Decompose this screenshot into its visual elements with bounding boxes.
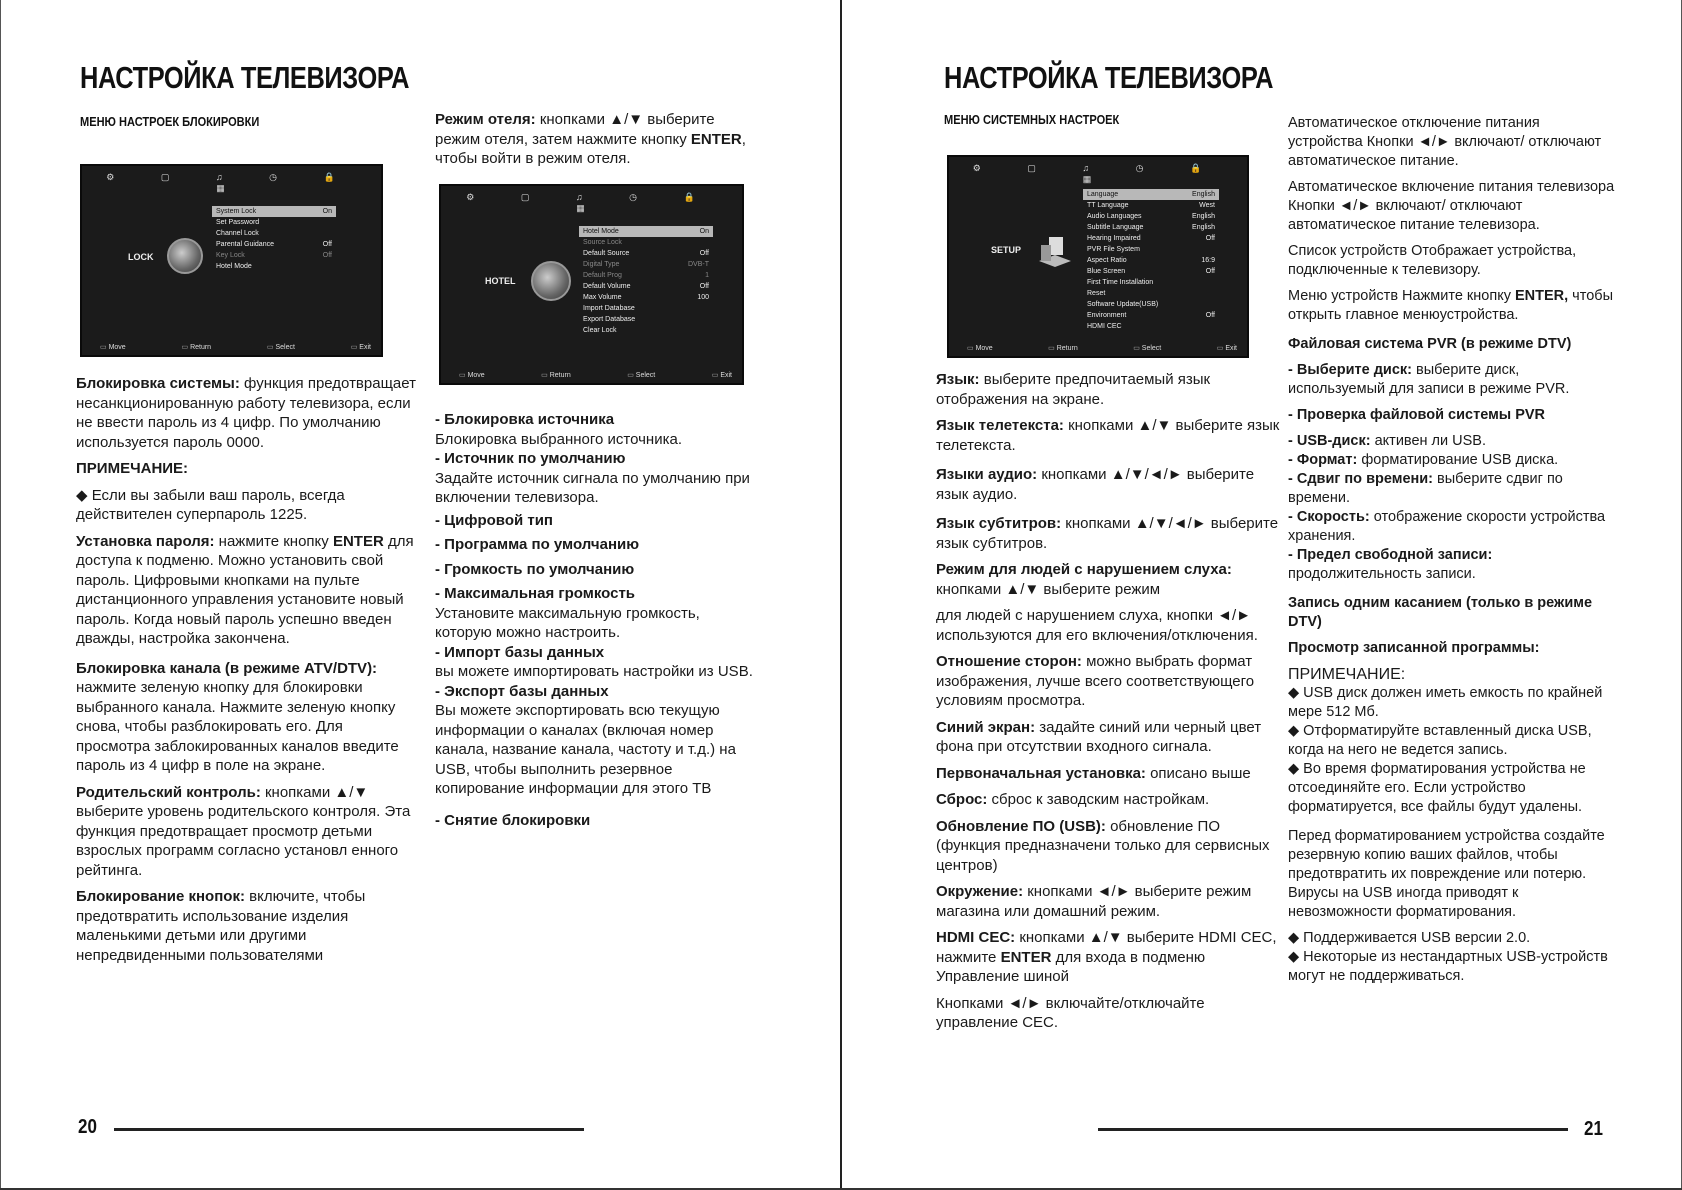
menu-row: TT Language West [1087, 202, 1215, 209]
left-column-2 [435, 110, 755, 176]
menu-footer: ▭ Move ▭ Return ▭ Select ▭ Exit [100, 343, 371, 351]
menu-footer: ▭ Move ▭ Return ▭ Select ▭ Exit [967, 344, 1237, 352]
list-item: - USB-диск: активен ли USB. [1288, 433, 1486, 449]
menu-row: Hearing Impaired Off [1087, 235, 1215, 242]
menu-row: Language English [1083, 189, 1219, 200]
right-column-1 [936, 370, 1281, 1040]
lock-menu-screenshot [80, 164, 383, 357]
menu-row: Hotel Mode [216, 263, 252, 270]
lock-side-label: LOCK [128, 252, 154, 262]
menu-row: Source Lock [583, 239, 622, 246]
paragraph: Обновление ПО (USB): обновление ПО (функция предназначени только для сервисных центров) [936, 817, 1270, 874]
menu-row: Hotel Mode On [579, 226, 713, 237]
paragraph: Блокирование кнопок: включите, чтобы предотвратить использование изделия маленькими детьми или другими непредвиденными пользователями [76, 888, 366, 964]
page-spine [840, 0, 842, 1190]
paragraph: Сброс: сброс к заводским настройкам. [936, 791, 1210, 808]
paragraph: Режим отеля: кнопками ▲/▼ выберите режим отеля, затем нажмите кнопку ENTER, чтобы войти в режим отеля. [435, 111, 746, 167]
page-title-left: НАСТРОЙКА ТЕЛЕВИЗОРА [80, 60, 410, 95]
note-item: ◆ Некоторые из нестандартных USB-устройств могут не поддерживаться. [1288, 949, 1608, 984]
item-heading: - Максимальная громкость [435, 585, 636, 602]
menu-row: Reset [1087, 290, 1106, 297]
note-heading: ПРИМЕЧАНИЕ: [76, 460, 189, 477]
paragraph: Меню устройств Нажмите кнопку ENTER, чтобы открыть главное менюустройства. [1288, 288, 1614, 323]
menu-row: Channel Lock [216, 230, 259, 237]
footer-rule [1098, 1128, 1568, 1131]
menu-row: PVR File System [1087, 246, 1140, 253]
paragraph: Установка пароля: нажмите кнопку ENTER для доступа к подменю. Можно установить свой пароль. Цифровыми кнопками на пульте дистанционного управления установите новый пароль. Когда новый пароль успешно введен дважды, настройка закончена. [76, 532, 414, 647]
menu-icons-row: ⚙ ▢ ♫ ◷ 🔒 ▦ [972, 163, 1224, 184]
paragraph: Язык субтитров: кнопками ▲/▼/◄/► выберите язык субтитров. [936, 515, 1279, 552]
left-column-2-list [435, 410, 755, 830]
list-item: - Предел свободной записи: продолжительность записи. [1288, 547, 1493, 582]
hotel-icon [531, 261, 571, 301]
menu-row: Environment Off [1087, 312, 1215, 319]
paragraph: для людей с нарушением слуха, кнопки ◄/► используются для его включения/отключения. [936, 607, 1258, 644]
item-heading: - Импорт базы данных [435, 643, 605, 661]
menu-row: Default Source Off [583, 250, 709, 257]
item-heading: - Блокировка источника [435, 411, 615, 428]
hotel-side-label: HOTEL [485, 276, 516, 286]
menu-row: Software Update(USB) [1087, 301, 1159, 308]
paragraph: Язык: выберите предпочитаемый язык отображения на экране. [936, 371, 1211, 408]
item-heading: - Источник по умолчанию [435, 450, 626, 467]
paragraph: Блокировка системы: функция предотвращает несанкционированную работу телевизора, если не ввести пароль из 4 цифр. По умолчанию используется пароль 0000. [76, 375, 416, 451]
setup-side-label: SETUP [991, 245, 1022, 255]
paragraph: Список устройств Отображает устройства, подключенные к телевизору. [1288, 243, 1577, 278]
item-heading: - Цифровой тип [435, 511, 553, 529]
note-item: ◆ Поддерживается USB версии 2.0. [1288, 930, 1531, 946]
menu-row: Set Password [216, 219, 260, 226]
menu-row: System Lock On [212, 206, 336, 217]
item-heading: - Экспорт базы данных [435, 682, 609, 700]
menu-icons-row: ⚙ ▢ ♫ ◷ 🔒 ▦ [466, 192, 717, 213]
list-item: - Сдвиг по времени: выберите сдвиг по времени. [1288, 471, 1563, 506]
paragraph: Окружение: кнопками ◄/► выберите режим магазина или домашний режим. [936, 883, 1252, 920]
setup-menu-screenshot [947, 155, 1249, 358]
section-subtitle-setup: МЕНЮ СИСТЕМНЫХ НАСТРОЕК [944, 112, 1120, 127]
page-edge [0, 0, 1, 1190]
list-item: - Формат: форматирование USB диска. [1288, 452, 1559, 468]
paragraph: Режим для людей с нарушением слуха: кнопками ▲/▼ выберите режим [936, 561, 1232, 598]
paragraph: Блокировка канала (в режиме ATV/DTV): нажмите зеленую кнопку для блокировки выбранного канала. Нажмите зеленую кнопку снова, чтобы разблокировать его. Для просмотра заблокированных каналов введите пароль из 4 цифр в поле на экране. [76, 659, 399, 774]
paragraph: - Выберите диск: выберите диск, используемый для записи в режиме PVR. [1288, 362, 1570, 397]
menu-row: HDMI CEC [1087, 323, 1122, 330]
paragraph: Автоматическое отключение питания устройства Кнопки ◄/► включают/ отключают автоматическое питание. [1288, 115, 1602, 169]
section-subtitle-lock: МЕНЮ НАСТРОЕК БЛОКИРОВКИ [80, 114, 260, 129]
page-title-right: НАСТРОЙКА ТЕЛЕВИЗОРА [944, 60, 1274, 95]
note-item: ◆ Во время форматирования устройства не отсоединяйте его. Если устройство форматируется, все файлы будут удалены. [1288, 761, 1586, 815]
note-item: ◆ USB диск должен иметь емкость по крайней мере 512 Мб. [1288, 685, 1603, 720]
setup-menu-list [1083, 189, 1219, 332]
item-heading: - Снятие блокировки [435, 811, 591, 829]
menu-row: Import Database [583, 305, 635, 312]
item-text: Задайте источник сигнала по умолчанию при включении телевизора. [435, 469, 750, 506]
menu-row: Default Volume Off [583, 283, 709, 290]
menu-row: Aspect Ratio 16:9 [1087, 257, 1215, 264]
paragraph: Перед форматированием устройства создайте резервную копию ваших файлов, чтобы предотвратить их повреждение или потерю. Вирусы на USB иногда приводят к невозможности форматирования. [1288, 828, 1605, 920]
menu-row: Default Prog 1 [583, 272, 709, 279]
paragraph: Язык телетекста: кнопками ▲/▼ выберите язык телетекста. [936, 417, 1280, 454]
lock-menu-list [212, 206, 336, 272]
item-text: Установите максимальную громкость, которую можно настроить. [435, 604, 700, 641]
paragraph: Отношение сторон: можно выбрать формат изображения, лучше всего соответствующего условиям просмотра. [936, 653, 1255, 709]
page-number-right: 21 [1584, 1118, 1603, 1140]
menu-row: Parental Guidance Off [216, 241, 332, 248]
note-heading: ПРИМЕЧАНИЕ: [1288, 666, 1406, 683]
note-item: ◆ Отформатируйте вставленный диска USB, когда на него не ведется запись. [1288, 723, 1592, 758]
menu-row: Digital Type DVB-T [583, 261, 709, 268]
menu-row: First Time Installation [1087, 279, 1154, 286]
list-item: - Скорость: отображение скорости устройства хранения. [1288, 509, 1606, 544]
section-heading: Запись одним касанием (только в режиме DTV) [1288, 595, 1593, 630]
setup-icon [1035, 231, 1075, 271]
hotel-menu-list [579, 226, 713, 336]
paragraph: HDMI CEC: кнопками ▲/▼ выберите HDMI CEC, нажмите ENTER для входа в подменю Управление шиной [936, 929, 1277, 985]
menu-footer: ▭ Move ▭ Return ▭ Select ▭ Exit [459, 371, 732, 379]
menu-row: Export Database [583, 316, 636, 323]
paragraph: Первоначальная установка: описано выше [936, 764, 1251, 782]
menu-icons-row: ⚙ ▢ ♫ ◷ 🔒 ▦ [106, 172, 357, 193]
menu-row: Audio Languages English [1087, 213, 1215, 220]
menu-row: Clear Lock [583, 327, 617, 334]
section-heading: Просмотр записанной программы: [1288, 640, 1540, 656]
hotel-menu-screenshot [439, 184, 744, 385]
page-number-left: 20 [78, 1116, 97, 1138]
paragraph: Языки аудио: кнопками ▲/▼/◄/► выберите язык аудио. [936, 466, 1255, 503]
item-text: Блокировка выбранного источника. [435, 430, 682, 448]
paragraph: Автоматическое включение питания телевизора Кнопки ◄/► включают/ отключают автоматическое питание телевизора. [1288, 179, 1615, 233]
item-heading: - Громкость по умолчанию [435, 560, 635, 578]
section-heading: Файловая система PVR (в режиме DTV) [1288, 336, 1572, 352]
item-text: Вы можете экспортировать всю текущую информации о каналах (включая номер канала, название канала, частоту и т.д.) на USB, чтобы выполнить резервное копирование информации для этого ТВ [435, 702, 736, 797]
paragraph: Синий экран: задайте синий или черный цвет фона при отсутствии входного сигнала. [936, 718, 1262, 755]
left-column-1 [76, 374, 416, 972]
item-heading: - Программа по умолчанию [435, 536, 640, 553]
padlock-icon [167, 238, 203, 274]
menu-row: Blue Screen Off [1087, 268, 1215, 275]
paragraph: Родительский контроль: кнопками ▲/▼ выберите уровень родительского контроля. Эта функция предотвращает просмотр детьми взрослых программ согласно установл енного рейтинга. [76, 783, 411, 879]
footer-rule [114, 1128, 584, 1131]
menu-row: Max Volume 100 [583, 294, 709, 301]
note-item: ◆ Если вы забыли ваш пароль, всегда действителен суперпароль 1225. [76, 486, 345, 523]
right-column-2 [1288, 114, 1618, 986]
item-text: вы можете импортировать настройки из USB. [435, 663, 753, 680]
menu-row: Subtitle Language English [1087, 224, 1215, 231]
menu-row: Key Lock Off [216, 252, 332, 259]
paragraph: Кнопками ◄/► включайте/отключайте управление CEC. [936, 994, 1205, 1031]
section-heading: - Проверка файловой системы PVR [1288, 407, 1546, 423]
